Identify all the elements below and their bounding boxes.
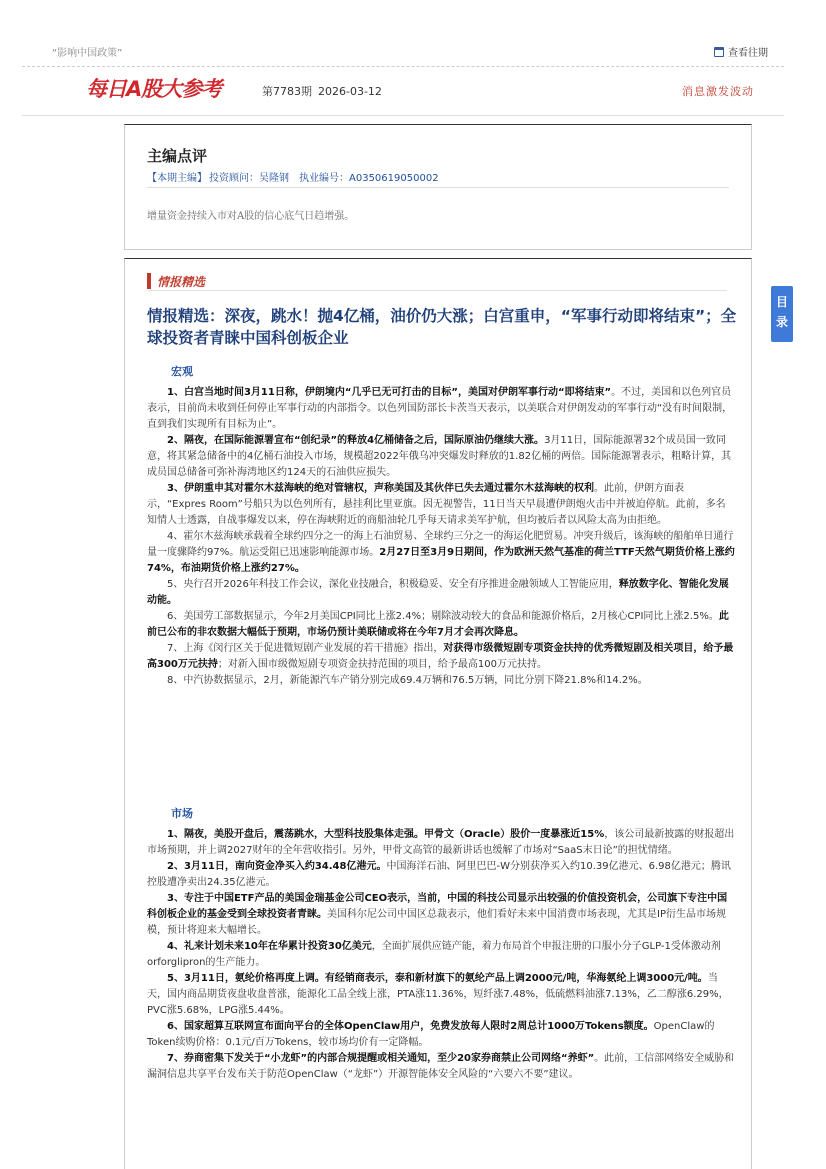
editor-comment: 增量资金持续入市对A股的信心底气日趋增强。 [147, 211, 355, 222]
list-item: 5、3月11日，氨纶价格再度上调。有经销商表示，泰和新材旗下的氨纶产品上调2000元/吨，华海氨纶上调3000元/吨。当天，国内商品期货夜盘收盘普涨，能源化工品全线上涨，PTA涨11.36%，短纤涨7.48%，低硫燃料油涨7.13%，乙二醇涨6.29%，PVC涨5.68%，LPG涨5.44%。 [147, 973, 729, 1016]
issue-date: 2026-03-12 [318, 85, 382, 98]
editor-title: 主编点评 [147, 147, 208, 165]
editor-card [124, 124, 752, 250]
list-item: 2、3月11日，南向资金净买入约34.48亿港元。中国海洋石油、阿里巴巴-W分别获净买入约10.39亿港元、6.98亿港元；腾讯控股遭净卖出24.35亿港元。 [147, 861, 731, 888]
top-slogan: “影响中国政策” [52, 48, 123, 59]
section-tag [147, 271, 727, 291]
history-link[interactable] [714, 44, 768, 59]
market-heading: 市场 [171, 807, 193, 820]
motto: 消息激发波动 [682, 85, 754, 98]
list-item: 8、中汽协数据显示，2月，新能源汽车产销分别完成69.4万辆和76.5万辆，同比分别下降21.8%和14.2%。 [167, 675, 648, 686]
list-item: 1、隔夜，美股开盘后，震荡跳水，大型科技股集体走强。甲骨文（Oracle）股价一度暴涨近15%，该公司最新披露的财报超出市场预期，并上调2027财年的全年营收指引。另外，甲骨文高管的最新讲话也缓解了市场对“SaaS末日论”的担忧情绪。 [147, 829, 735, 856]
intel-card [124, 258, 752, 1169]
list-item: 7、上海《闵行区关于促进微短剧产业发展的若干措施》指出，对获得市级微短剧专项资金扶持的优秀微短剧及相关项目，给予最高300万元扶持；对新入围市级微短剧专项资金扶持范围的项目，给予最高100万元扶持。 [147, 643, 734, 670]
list-item: 4、礼来计划未来10年在华累计投资30亿美元，全面扩展供应链产能，着力布局首个申报注册的口服小分子GLP-1受体激动剂orforglipron的生产能力。 [147, 941, 721, 968]
editor-license: 执业编号：A0350619050002 [299, 173, 439, 184]
list-item: 3、专注于中国ETF产品的美国金瑞基金公司CEO表示，当前，中国的科技公司显示出较强的价值投资机会，公司旗下专注中国科创板企业的基金受到全球投资者青睐。美国科尔尼公司中国区总裁表示，他们看好未来中国消费市场表现，尤其是IP衍生品市场规模，预计将迎来大幅增长。 [147, 893, 728, 936]
editor-advisor: 投资顾问：吴隆钢 [209, 173, 289, 184]
list-item: 2、隔夜，在国际能源署宣布“创纪录”的释放4亿桶储备之后，国际原油仍继续大涨。3月11日，国际能源署32个成员国一致同意，将其紧急储备中的4亿桶石油投入市场，规模超2022年俄乌冲突爆发时释放的1.82亿桶的两倍。国际能源署表示，粗略计算，其成员国总储备可弥补海湾地区约124天的石油供应损失。 [147, 435, 732, 478]
editor-meta [147, 169, 449, 184]
list-item: 6、国家超算互联网宣布面向平台的全体OpenClaw用户，免费发放每人限时2周总计1000万Tokens额度。OpenClaw的Token续购价格：0.1元/百万Tokens，较市场均价有一定降幅。 [147, 1021, 715, 1048]
macro-heading: 宏观 [171, 365, 193, 378]
editor-tag: 【本期主编】 [147, 173, 207, 184]
list-item: 7、券商密集下发关于“小龙虾”的内部合规提醒或相关通知，至少20家券商禁止公司网络“养虾”。此前，工信部网络安全威胁和漏洞信息共享平台发布关于防范OpenClaw（“龙虾”）开源智能体安全风险的“六要六不要”建议。 [147, 1053, 735, 1080]
masthead [22, 66, 784, 116]
issue-info [262, 83, 382, 99]
divider [147, 187, 729, 188]
headline: 情报精选：深夜，跳水！抛4亿桶，油价仍大涨；白宫重申，“军事行动即将结束”；全球投资者青睐中国科创板企业 [147, 307, 737, 347]
toc-tab-line1: 目 [775, 295, 788, 309]
list-item: 5、央行召开2026年科技工作会议，深化业技融合，积极稳妥、安全有序推进金融领域人工智能应用，释放数字化、智能化发展动能。 [147, 579, 729, 606]
list-item: 6、美国劳工部数据显示，今年2月美国CPI同比上涨2.4%；剔除波动较大的食品和能源价格后，2月核心CPI同比上涨2.5%。此前已公布的非农数据大幅低于预期，市场仍预计美联储或将在今年7月才会再次降息。 [147, 611, 729, 638]
section-tag-label: 情报精选 [157, 275, 206, 289]
list-item: 3、伊朗重申其对霍尔木兹海峡的绝对管辖权，声称美国及其伙伴已失去通过霍尔木兹海峡的权利。此前，伊朗方面表示，“Expres Room”号船只为以色列所有，悬挂利比里亚旗。因无视警告，11日当天早晨遭伊朗炮火击中并被迫停航。此前，多名知情人士透露，自战事爆发以来，停在海峡附近的商船油轮几乎每天请求美军护航，但均被后者以风险太高为由拒绝。 [147, 483, 726, 526]
history-link-label: 查看往期 [728, 48, 768, 59]
calendar-icon [714, 47, 724, 57]
toc-tab[interactable] [771, 286, 793, 342]
brand-logo: 每日A股大参考 [86, 77, 222, 101]
macro-list [147, 385, 735, 689]
issue-number: 第7783期 [262, 85, 312, 98]
market-list [147, 827, 735, 1083]
list-item: 4、霍尔木兹海峡承载着全球约四分之一的海上石油贸易、全球约三分之一的海运化肥贸易。冲突升级后，该海峡的船舶单日通行量一度骤降约97%。航运受阻已迅速影响能源市场。2月27日至3月9日期间，作为欧洲天然气基准的荷兰TTF天然气期货价格上涨约74%，布油期货价格上涨约27%。 [147, 531, 735, 574]
section-tag-bar [147, 273, 151, 289]
list-item: 1、白宫当地时间3月11日称，伊朗境内“几乎已无可打击的目标”，美国对伊朗军事行动“即将结束”。不过，美国和以色列官员表示，目前尚未收到任何停止军事行动的内部指令。以色列国防部长卡茨当天表示，以美联合对伊朗发动的军事行动“没有时间限制，直到我们实现所有目标为止”。 [147, 387, 733, 430]
toc-tab-line2: 录 [775, 315, 788, 329]
